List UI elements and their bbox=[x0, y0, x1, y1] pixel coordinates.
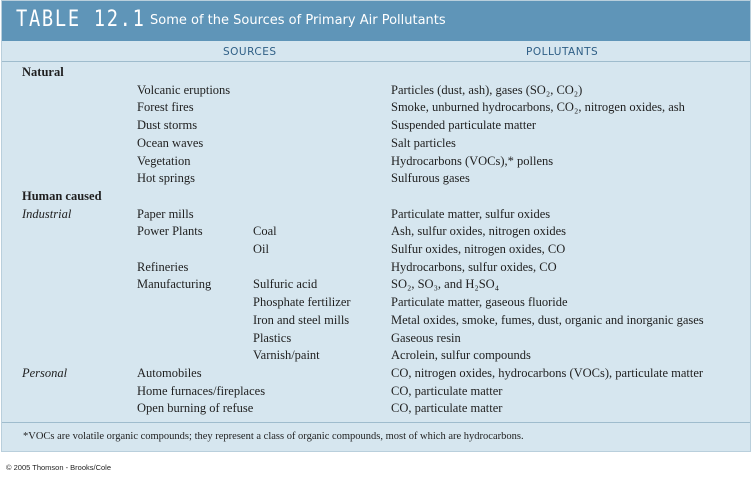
category-cell: Personal bbox=[22, 365, 68, 380]
pollutant-sources-table bbox=[1, 0, 751, 452]
source-cell: Volcanic eruptions bbox=[137, 82, 231, 97]
pollutants-cell: Particulate matter, sulfur oxides bbox=[391, 206, 551, 221]
pollutants-cell: Metal oxides, smoke, fumes, dust, organic and inorganic gases bbox=[391, 312, 704, 327]
source-cell: Home furnaces/fireplaces bbox=[137, 383, 266, 398]
source-cell: Ocean waves bbox=[137, 135, 204, 150]
source-cell: Hot springs bbox=[137, 171, 195, 186]
pollutants-cell: Hydrocarbons (VOCs),* pollens bbox=[391, 153, 554, 168]
pollutants-cell: Sulfurous gases bbox=[391, 171, 470, 186]
pollutants-cell: Particles (dust, ash), gases (SO₂, CO₂) bbox=[391, 82, 583, 97]
subsource-cell: Coal bbox=[253, 224, 277, 239]
table-footnote: *VOCs are volatile organic compounds; they represent a class of organic compounds, most of which are hydrocarbons. bbox=[23, 431, 524, 442]
pollutants-cell: Suspended particulate matter bbox=[391, 118, 537, 133]
pollutants-cell: CO, particulate matter bbox=[391, 383, 503, 398]
subsource-cell: Oil bbox=[253, 242, 269, 256]
source-cell: Paper mills bbox=[137, 206, 194, 221]
pollutants-cell: Hydrocarbons, sulfur oxides, CO bbox=[391, 259, 557, 274]
source-cell: Dust storms bbox=[137, 118, 198, 133]
pollutants-cell: Ash, sulfur oxides, nitrogen oxides bbox=[391, 224, 566, 239]
category-cell: Natural bbox=[22, 65, 64, 79]
source-cell: Automobiles bbox=[137, 365, 202, 380]
category-cell: Industrial bbox=[22, 206, 72, 221]
table-title-bar bbox=[2, 1, 750, 41]
footnote-divider bbox=[2, 422, 750, 423]
source-cell: Vegetation bbox=[137, 153, 191, 168]
subsource-cell: Iron and steel mills bbox=[253, 312, 350, 327]
source-cell: Manufacturing bbox=[137, 277, 212, 292]
subsource-cell: Plastics bbox=[253, 330, 292, 345]
category-cell: Human caused bbox=[22, 188, 102, 203]
source-cell: Forest fires bbox=[137, 100, 194, 115]
subsource-cell: Varnish/paint bbox=[253, 348, 320, 363]
source-cell: Open burning of refuse bbox=[137, 401, 254, 416]
pollutants-cell: SO₂, SO₃, and H₂SO₄ bbox=[391, 277, 500, 292]
pollutants-cell: CO, nitrogen oxides, hydrocarbons (VOCs), particulate matter bbox=[391, 365, 704, 380]
sources-column-header: SOURCES bbox=[223, 46, 277, 58]
source-cell: Power Plants bbox=[137, 224, 203, 239]
header-divider bbox=[2, 61, 750, 62]
subsource-cell: Sulfuric acid bbox=[253, 277, 318, 292]
pollutants-cell: Smoke, unburned hydrocarbons, CO₂, nitrogen oxides, ash bbox=[391, 100, 685, 115]
pollutants-cell: Salt particles bbox=[391, 135, 456, 150]
table-number-label: TABLE 12.1 bbox=[16, 7, 146, 32]
table-title: Some of the Sources of Primary Air Pollutants bbox=[150, 13, 446, 28]
pollutants-cell: Sulfur oxides, nitrogen oxides, CO bbox=[391, 242, 566, 256]
subsource-cell: Phosphate fertilizer bbox=[253, 295, 351, 310]
pollutants-column-header: POLLUTANTS bbox=[526, 46, 599, 58]
pollutants-cell: Particulate matter, gaseous fluoride bbox=[391, 295, 568, 310]
copyright-notice: © 2005 Thomson - Brooks/Cole bbox=[6, 463, 112, 472]
source-cell: Refineries bbox=[137, 259, 189, 274]
pollutants-cell: Gaseous resin bbox=[391, 330, 461, 345]
pollutants-cell: Acrolein, sulfur compounds bbox=[391, 348, 531, 363]
pollutants-cell: CO, particulate matter bbox=[391, 401, 503, 416]
